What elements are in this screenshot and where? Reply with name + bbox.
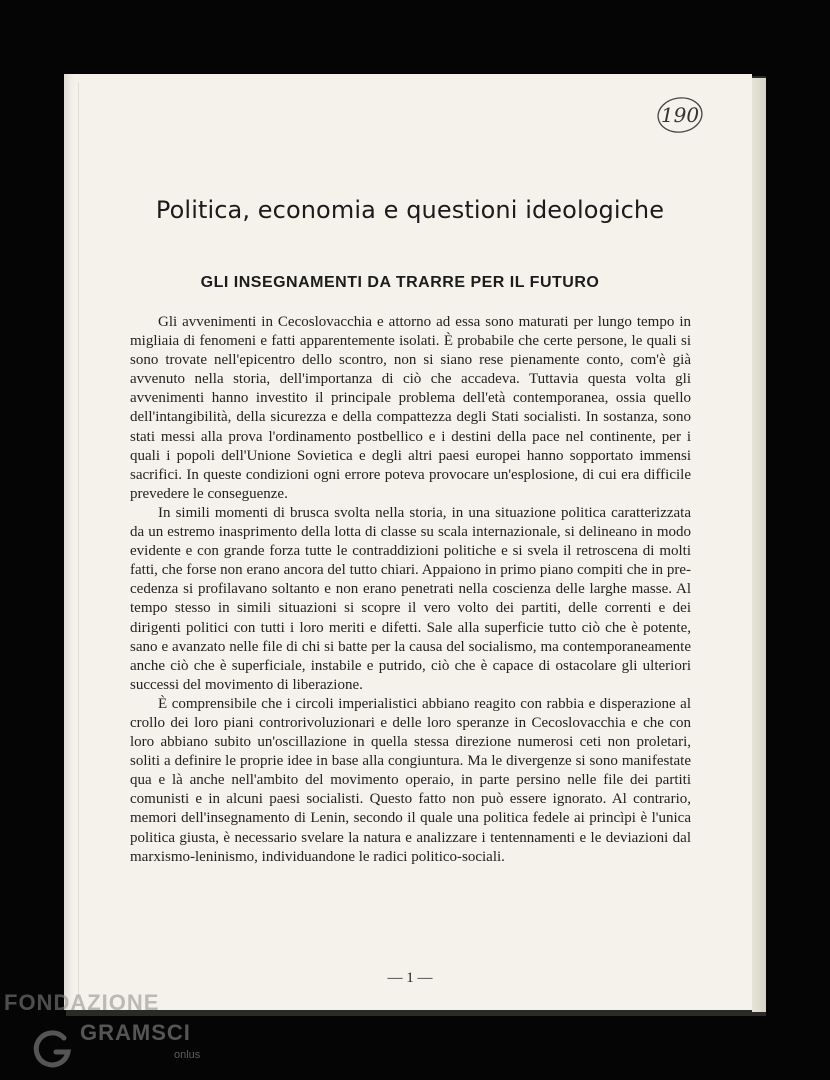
page-title: Politica, economia e questioni ideologiche [155, 196, 665, 224]
page-edge [752, 78, 766, 1012]
watermark-line-1: FONDAZIONE [4, 990, 160, 1015]
body-text [130, 313, 691, 867]
handwritten-circled-number-icon [654, 92, 706, 138]
section-heading: GLI INSEGNAMENTI DA TRARRE PER IL FUTURO [200, 274, 600, 291]
fondazione-gramsci-logo-icon [2, 988, 242, 1072]
paragraph-1: Gli avvenimenti in Cecoslovacchia e attorno ad essa sono maturati per lungo tempo in migliaia di fenomeni e fatti apparentemente isolati. È probabile che certe persone, le quali si sono trovate nell'epicentro dello scontro, non si siano rese pienamente conto, com'è già avvenuto nella storia, dell'importanza di ciò che accadeva. Tuttavia questa volta gli avvenimenti hanno investito il principale problema dell'età contemporanea, ossia quello dell'intangibilità, della sicurezza e della compattezza degli Stati socialisti. In sostanza, sono stati messi alla prova l'ordinamento postbellico e i destini della pace nel continente, per i quali i popoli dell'Unione Sovietica e degli altri paesi europei hanno sopportato immensi sacrifici. In queste condizioni ogni errore poteva provocare un'esplosione, di cui era difficile prevedere le conseguenze. [130, 314, 691, 502]
watermark-line-3: onlus [174, 1049, 201, 1061]
handwritten-page-annotation [654, 92, 706, 138]
binding-crease [78, 82, 79, 1002]
watermark-line-2: GRAMSCI [80, 1020, 191, 1045]
paragraph-3: È comprensibile che i circoli imperialistici abbiano reagito con rabbia e disperazione al crollo dei loro piani controrivoluzionari e delle loro speranze in Cecoslovacchia e che con loro abbiano subito un'oscillazione in quella stessa direzione numerosi ceti non proletari, soliti a definire le proprie idee in base alla congiuntura. Ma le divergenze si sono manifestate qua e là anche nell'ambito del movimento operaio, in parte persino nelle file dei partiti comunisti e in alcuni paesi socialisti. Questo fatto non può essere ignorato. Al contrario, memori dell'insegnamento di Lenin, secondo il quale una politica fedele ai princìpi è l'unica politica giusta, è necessario svelare la natura e analizzare i tentennamenti e le deviazioni dal marxismo-leninismo, individuandone le radici politico-sociali. [130, 695, 691, 865]
page-number: — 1 — [387, 970, 433, 986]
paragraph-2: In simili momenti di brusca svolta nella storia, in una situazione politica caratterizzata da un estremo inasprimento della lotta di classe su scala internazionale, si delineano in modo evidente e con grande forza tutte le contraddizioni politiche e si svela il retroscena di molti fatti, che forse non erano ancora del tutto chiari. Appaiono in primo piano compiti che in precedenza si profilavano soltanto e non erano penetrati nella coscienza delle larghe masse. Al tempo stesso in simili situazioni si scopre il vero volto dei partiti, delle correnti e dei dirigenti politici con tutti i loro meriti e difetti. Sale alla superficie tutto ciò che è potente, sano e avanzato nelle file di chi si batte per la causa del socialismo, ma contemporaneamente anche ciò che è superficiale, instabile e putrido, ciò che è capace di ostacolare gli ulteriori successi del movimento di liberazione. [130, 504, 691, 693]
handwritten-number-text: 190 [660, 103, 700, 127]
fondazione-gramsci-watermark [2, 988, 242, 1072]
